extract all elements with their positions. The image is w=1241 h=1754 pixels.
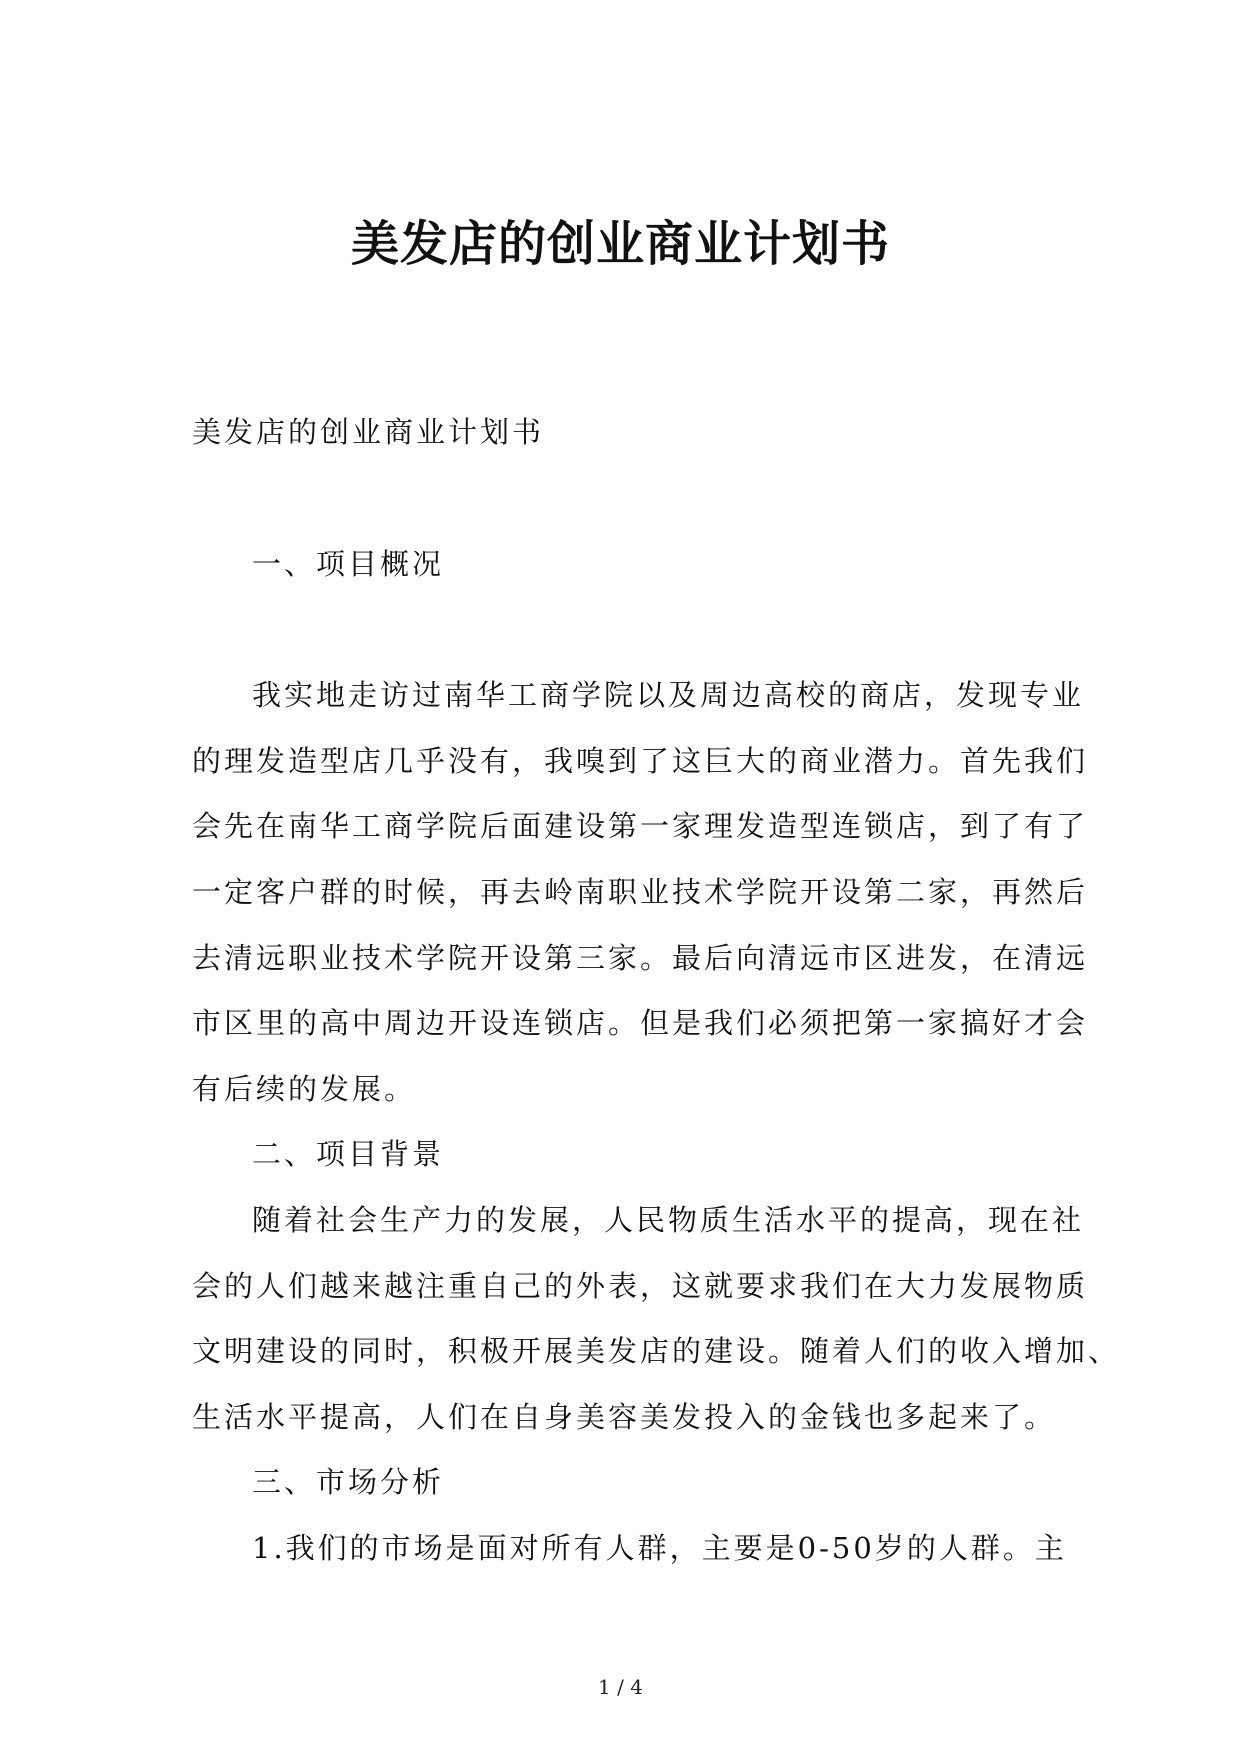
text-line: 市区里的高中周边开设连锁店。但是我们必须把第一家搞好才会 [192, 1006, 1089, 1041]
document-body [192, 400, 1121, 1582]
text-line: 1.我们的市场是面对所有人群，主要是0-50岁的人群。主 [252, 1530, 1067, 1565]
text-line: 有后续的发展。 [192, 1071, 417, 1106]
paragraph-market [192, 1516, 1067, 1582]
text-line: 的理发造型店几乎没有，我嗅到了这巨大的商业潜力。首先我们 [192, 743, 1089, 778]
text-line: 随着社会生产力的发展，人民物质生活水平的提高，现在社 [252, 1202, 1085, 1237]
text-line: 文明建设的同时，积极开展美发店的建设。随着人们的收入增加、 [192, 1334, 1121, 1369]
text-line: 会的人们越来越注重自己的外表，这就要求我们在大力发展物质 [192, 1268, 1089, 1303]
section-heading-overview: 一、项目概况 [252, 546, 445, 581]
paragraph-overview [192, 663, 1089, 1122]
document-subtitle: 美发店的创业商业计划书 [192, 415, 545, 449]
document-title: 美发店的创业商业计划书 [350, 216, 890, 272]
text-line: 我实地走访过南华工商学院以及周边高校的商店，发现专业 [252, 678, 1085, 713]
text-line: 一定客户群的时候，再去岭南职业技术学院开设第二家，再然后 [192, 874, 1089, 909]
section-heading-market: 三、市场分析 [252, 1465, 445, 1500]
text-line: 去清远职业技术学院开设第三家。最后向清远市区进发，在清远 [192, 940, 1089, 975]
paragraph-background [192, 1188, 1121, 1450]
page-number: 1 / 4 [598, 1675, 643, 1699]
section-heading-background: 二、项目背景 [252, 1137, 445, 1172]
text-line: 生活水平提高，人们在自身美容美发投入的金钱也多起来了。 [192, 1399, 1057, 1434]
text-line: 会先在南华工商学院后面建设第一家理发造型连锁店，到了有了 [192, 809, 1089, 844]
